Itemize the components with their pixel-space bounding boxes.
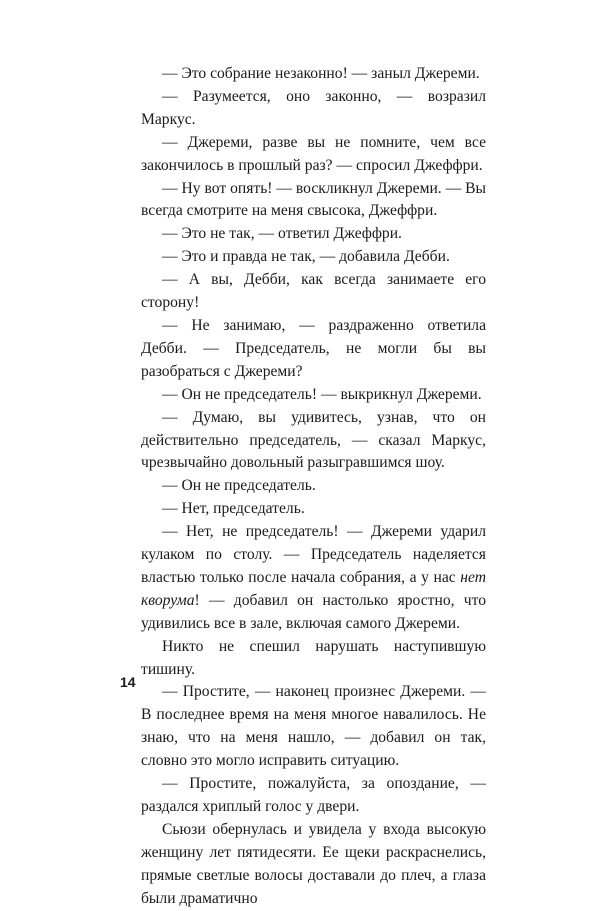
emphasized-text: нет кворума	[141, 568, 486, 609]
paragraph: — Простите, — наконец произнес Джереми. — В последнее время на меня многое навалилось. Не знаю, что на меня нашло, — добавил он так, словно это могло исправить ситуацию.	[141, 683, 486, 770]
paragraph: — Не занимаю, — раздраженно ответила Дебби. — Председатель, не могли бы вы разобраться с Джереми?	[141, 316, 486, 380]
paragraph: — Простите, пожалуйста, за опоздание, — раздался хриплый голос у двери.	[141, 775, 486, 815]
paragraph: — Это и правда не так, — добавила Дебби.	[162, 248, 450, 266]
paragraph: — Ну вот опять! — воскликнул Джереми. — Вы всегда смотрите на меня свысока, Джеффри.	[141, 179, 486, 220]
paragraph: Никто не спешил нарушать наступившую тишину.	[141, 637, 486, 678]
paragraph: — Он не председатель! — выкрикнул Джереми.	[162, 385, 482, 403]
paragraph: — Разумеется, оно законно, — возразил Маркус.	[141, 87, 486, 128]
body-text	[141, 63, 486, 911]
paragraph: — Он не председатель.	[162, 477, 316, 495]
paragraph: — Это не так, — ответил Джеффри.	[162, 225, 402, 243]
paragraph: — Это собрание незаконно! — заныл Джереми.	[162, 65, 480, 82]
page-number: 14	[120, 674, 136, 690]
paragraph: — А вы, Дебби, как всегда занимаете его сторону!	[141, 271, 486, 312]
paragraph: — Нет, председатель.	[162, 500, 305, 518]
paragraph-text: ! — добавил он настолько яростно, что удивились все в зале, включая самого Джереми.	[141, 591, 486, 632]
paragraph: — Думаю, вы удивитесь, узнав, что он действительно председатель, — сказал Маркус, чрезвычайно довольный разыгравшимся шоу.	[141, 408, 486, 472]
paragraph: — Джереми, разве вы не помните, чем все закончилось в прошлый раз? — спросил Джеффри.	[141, 133, 486, 174]
paragraph: Сьюзи обернулась и увидела у входа высокую женщину лет пятидесяти. Ее щеки раскраснелись, прямые светлые волосы доставали до плеч, а глаза были драматично	[141, 820, 486, 907]
paragraph	[141, 521, 486, 636]
paragraph-text: — Нет, не председатель! — Джереми ударил кулаком по столу. — Председатель наделяется властью только после начала собрания, а у нас	[141, 523, 486, 586]
